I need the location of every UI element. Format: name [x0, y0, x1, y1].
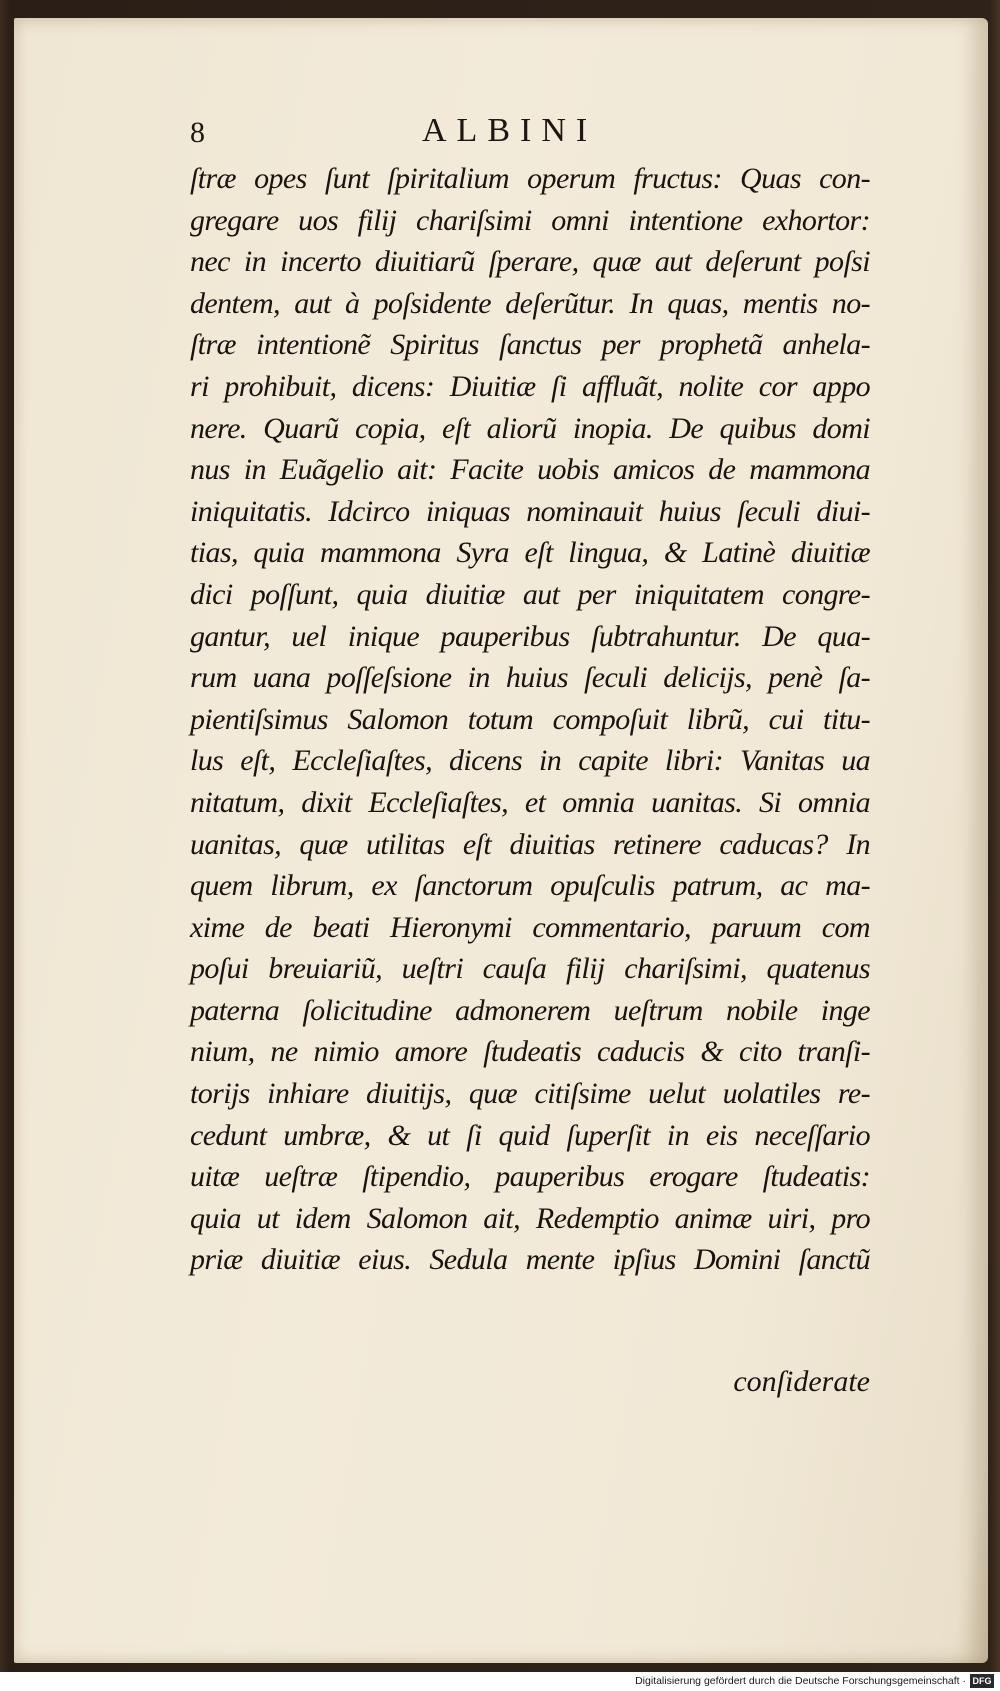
text-line: uanitas, quæ utilitas eſt diuitias retinere caducas? In: [190, 827, 870, 861]
catchword: conſiderate: [733, 1365, 870, 1398]
text-line: dici poſſunt, quia diuitiæ aut per iniquitatem congre-: [190, 577, 870, 611]
text-line: poſui breuiariũ, ueſtri cauſa filij chariſsimi, quatenus: [190, 952, 870, 986]
dfg-logo: DFG: [970, 1674, 994, 1688]
text-line: iniquitatis. Idcirco iniquas nominauit huius ſeculi diui-: [190, 494, 870, 528]
text-line: tias, quia mammona Syra eſt lingua, & Latinè diuitiæ: [190, 536, 870, 570]
funding-credit: Digitalisierung gefördert durch die Deutsche Forschungsgemeinschaft ·: [635, 1675, 966, 1687]
text-line: nus in Euãgelio ait: Facite uobis amicos de mammona: [190, 453, 870, 487]
text-line: gantur, uel inique pauperibus ſubtrahuntur. De qua-: [190, 619, 870, 653]
text-line: xime de beati Hieronymi commentario, paruum com: [190, 910, 870, 944]
catchword-line: [190, 1365, 870, 1407]
text-line: ri prohibuit, dicens: Diuitiæ ſi affluãt, nolite cor appo: [190, 369, 870, 403]
text-line: lus eſt, Eccleſiaſtes, dicens in capite libri: Vanitas ua: [190, 744, 870, 778]
text-line: quia ut idem Salomon ait, Redemptio animæ uiri, pro: [190, 1201, 870, 1235]
text-line: paterna ſolicitudine admonerem ueſtrum nobile inge: [190, 993, 870, 1027]
text-line: uitæ ueſtræ ſtipendio, pauperibus erogare ſtudeatis:: [190, 1160, 870, 1194]
text-line: priæ diuitiæ eius. Sedula mente ipſius Domini ſanctũ: [190, 1243, 870, 1277]
text-line: nium, ne nimio amore ſtudeatis caducis & cito tranſi-: [190, 1035, 870, 1069]
text-line: ſtræ opes ſunt ſpiritalium operum fructus: Quas con-: [190, 162, 870, 195]
text-line: gregare uos filij chariſsimi omni intentione exhortor:: [190, 203, 870, 237]
body-text: [190, 158, 870, 1281]
text-line: pientiſsimus Salomon totum compoſuit librũ, cui titu-: [190, 702, 870, 736]
text-line: ſtræ intentionẽ Spiritus ſanctus per prophetã anhela-: [190, 328, 870, 362]
folio-number: 8: [190, 116, 205, 149]
text-line: nere. Quarũ copia, eſt aliorũ inopia. De quibus domi: [190, 411, 870, 445]
text-line: nitatum, dixit Eccleſiaſtes, et omnia uanitas. Si omnia: [190, 785, 870, 819]
text-line: torijs inhiare diuitijs, quæ citiſsime uelut uolatiles re-: [190, 1077, 870, 1111]
text-line: dentem, aut à poſsidente deſerũtur. In quas, mentis no-: [190, 286, 870, 320]
text-line: quem librum, ex ſanctorum opuſculis patrum, ac ma-: [190, 869, 870, 903]
text-line: nec in incerto diuitiarũ ſperare, quæ aut deſerunt poſsi: [190, 245, 870, 279]
text-line: rum uana poſſeſsione in huius ſeculi delicijs, penè ſa-: [190, 661, 870, 695]
digitization-footer: [0, 1672, 1000, 1691]
text-line: cedunt umbræ, & ut ſi quid ſuperſit in eis neceſſario: [190, 1118, 870, 1152]
running-head: ALBINI: [422, 112, 598, 149]
page-header: [190, 112, 790, 152]
